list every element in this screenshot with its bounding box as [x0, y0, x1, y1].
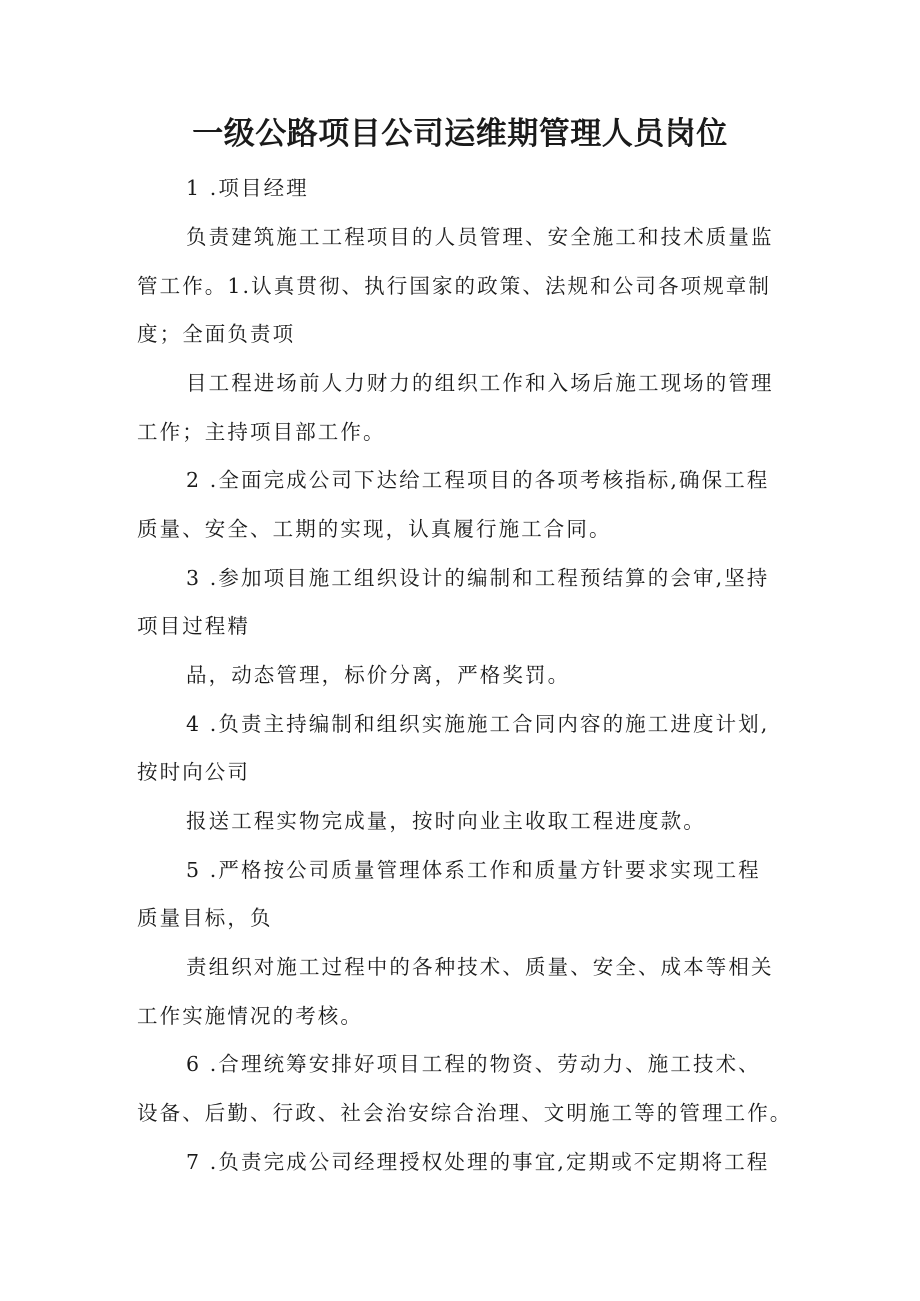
paragraph-line: 工作；主持项目部工作。: [137, 420, 386, 444]
paragraph-line: 报送工程实物完成量，按时向业主收取工程进度款。: [186, 809, 706, 833]
paragraph-line: 度；全面负责项: [137, 322, 296, 346]
paragraph-line: 3 .参加项目施工组织设计的编制和工程预结算的会审,坚持: [186, 566, 770, 590]
paragraph-line: 管工作。1.认真贯彻、执行国家的政策、法规和公司各项规章制: [137, 274, 771, 298]
section-heading-project-manager: 1 .项目经理: [186, 176, 309, 200]
paragraph-line: 5 .严格按公司质量管理体系工作和质量方针要求实现工程: [186, 858, 761, 882]
document-title: 一级公路项目公司运维期管理人员岗位: [192, 116, 728, 152]
paragraph-line: 负责建筑施工工程项目的人员管理、安全施工和技术质量监: [186, 225, 774, 249]
paragraph-line: 项目过程精: [137, 614, 250, 638]
paragraph-line: 工作实施情况的考核。: [137, 1004, 363, 1028]
paragraph-line: 质量、安全、工期的实现，认真履行施工合同。: [137, 517, 612, 541]
paragraph-line: 品，动态管理，标价分离，严格奖罚。: [186, 663, 571, 687]
paragraph-line: 按时向公司: [137, 760, 250, 784]
paragraph-line: 7 .负责完成公司经理授权处理的事宜,定期或不定期将工程: [186, 1150, 770, 1174]
paragraph-line: 目工程进场前人力财力的组织工作和入场后施工现场的管理: [186, 371, 774, 395]
paragraph-line: 4 .负责主持编制和组织实施施工合同内容的施工进度计划,: [186, 712, 770, 736]
paragraph-line: 2 .全面完成公司下达给工程项目的各项考核指标,确保工程: [186, 468, 770, 492]
paragraph-line: 6 .合理统筹安排好项目工程的物资、劳动力、施工技术、: [186, 1052, 761, 1076]
paragraph-line: 责组织对施工过程中的各种技术、质量、安全、成本等相关: [186, 955, 774, 979]
paragraph-line: 设备、后勤、行政、社会治安综合治理、文明施工等的管理工作。: [137, 1101, 793, 1125]
paragraph-line: 质量目标，负: [137, 906, 273, 930]
